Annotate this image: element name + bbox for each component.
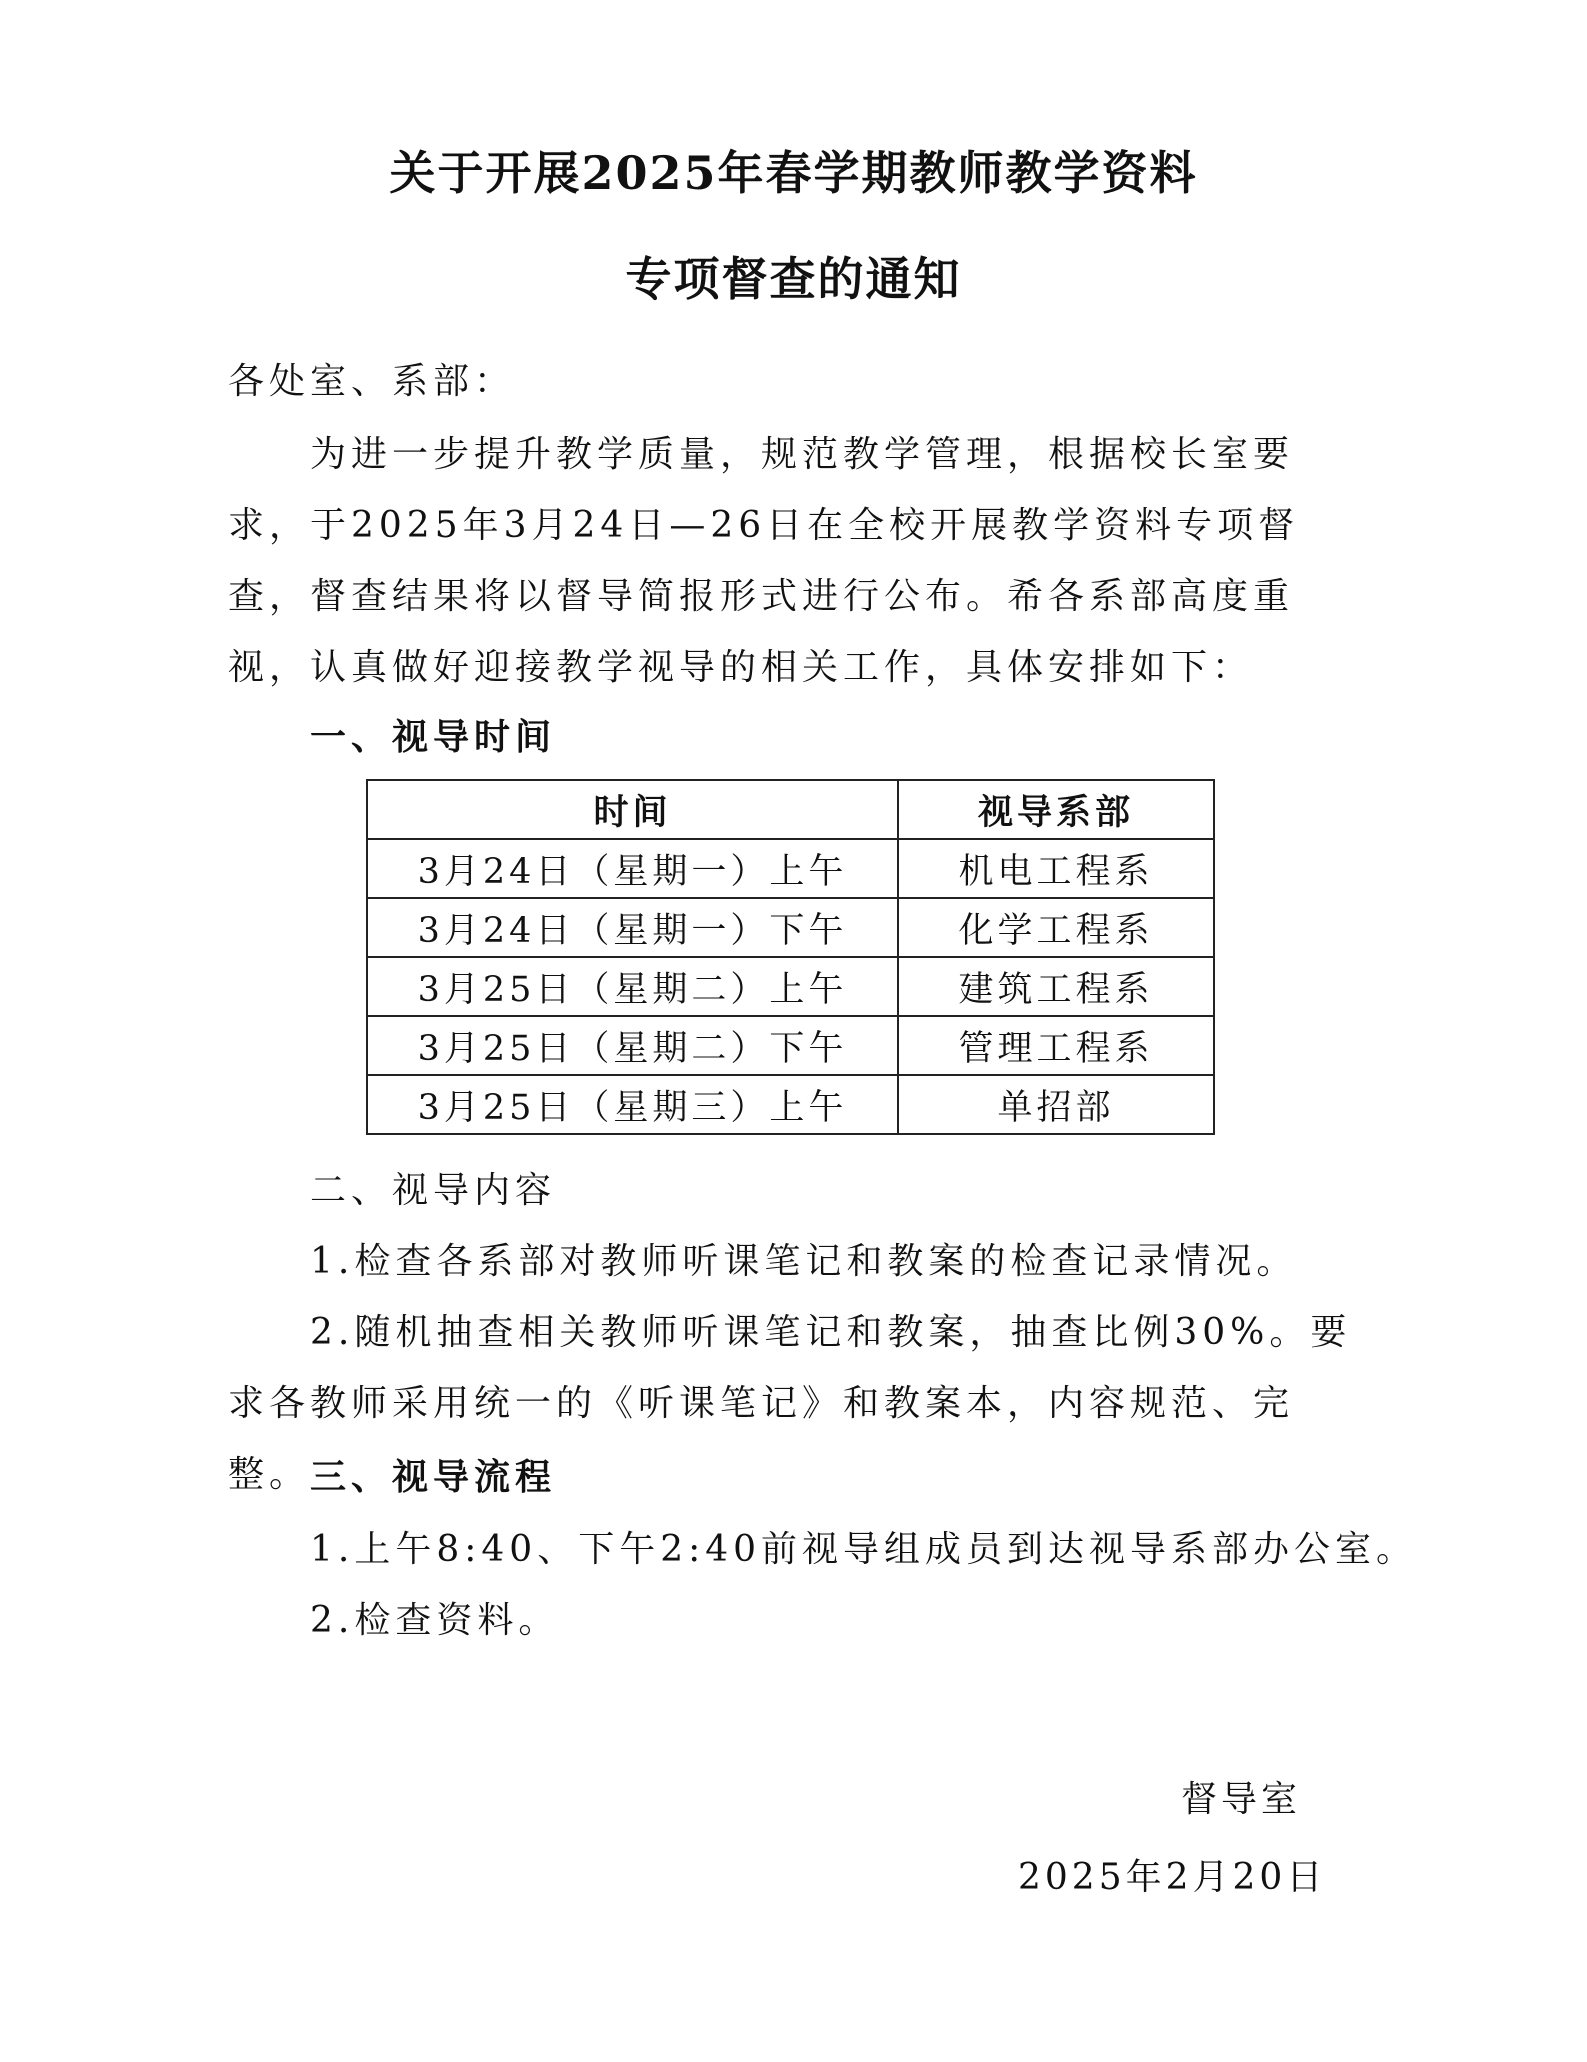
cell-department: 化学工程系	[898, 898, 1214, 957]
cell-department: 单招部	[898, 1075, 1214, 1134]
header-time: 时间	[367, 780, 898, 839]
table-header-row	[367, 780, 1214, 839]
cell-time: 3月24日（星期一）上午	[367, 839, 898, 898]
cell-time: 3月25日（星期三）上午	[367, 1075, 898, 1134]
section-3-item-1: 1.上午8:40、下午2:40前视导组成员到达视导系部办公室。	[310, 1529, 1418, 1570]
signature-office: 督导室	[1181, 1779, 1302, 1820]
table-row	[367, 1016, 1214, 1075]
section-2-heading: 二、视导内容	[310, 1170, 557, 1211]
schedule-table	[366, 779, 1215, 1135]
table-row	[367, 957, 1214, 1016]
cell-time: 3月24日（星期一）下午	[367, 898, 898, 957]
section-3-item-2: 2.检查资料。	[310, 1600, 560, 1641]
cell-time: 3月25日（星期二）上午	[367, 957, 898, 1016]
table-row	[367, 839, 1214, 898]
signature-date: 2025年2月20日	[1018, 1857, 1327, 1898]
cell-department: 建筑工程系	[898, 957, 1214, 1016]
table-row	[367, 898, 1214, 957]
section-2-item-1: 1.检查各系部对教师听课笔记和教案的检查记录情况。	[310, 1241, 1298, 1282]
title-line-2: 专项督查的通知	[625, 252, 962, 306]
intro-paragraph: 为进一步提升教学质量，规范教学管理，根据校长室要求，于2025年3月24日—26日在全校开展教学资料专项督查，督查结果将以督导简报形式进行公布。希各系部高度重视，认真做好迎接教学视导的相关工作，具体安排如下：	[228, 434, 1300, 688]
table-row	[367, 1075, 1214, 1134]
cell-department: 管理工程系	[898, 1016, 1214, 1075]
section-3-heading: 三、视导流程	[310, 1456, 557, 1498]
cell-time: 3月25日（星期二）下午	[367, 1016, 898, 1075]
section-2-item-2: 2.随机抽查相关教师听课笔记和教案，抽查比例30%。要求各教师采用统一的《听课笔记》和教案本，内容规范、完整。	[228, 1312, 1352, 1495]
section-1-heading: 一、视导时间	[310, 716, 557, 758]
header-department: 视导系部	[898, 780, 1214, 839]
cell-department: 机电工程系	[898, 839, 1214, 898]
title-line-1: 关于开展2025年春学期教师教学资料	[389, 146, 1198, 200]
salutation: 各处室、系部：	[228, 361, 516, 402]
